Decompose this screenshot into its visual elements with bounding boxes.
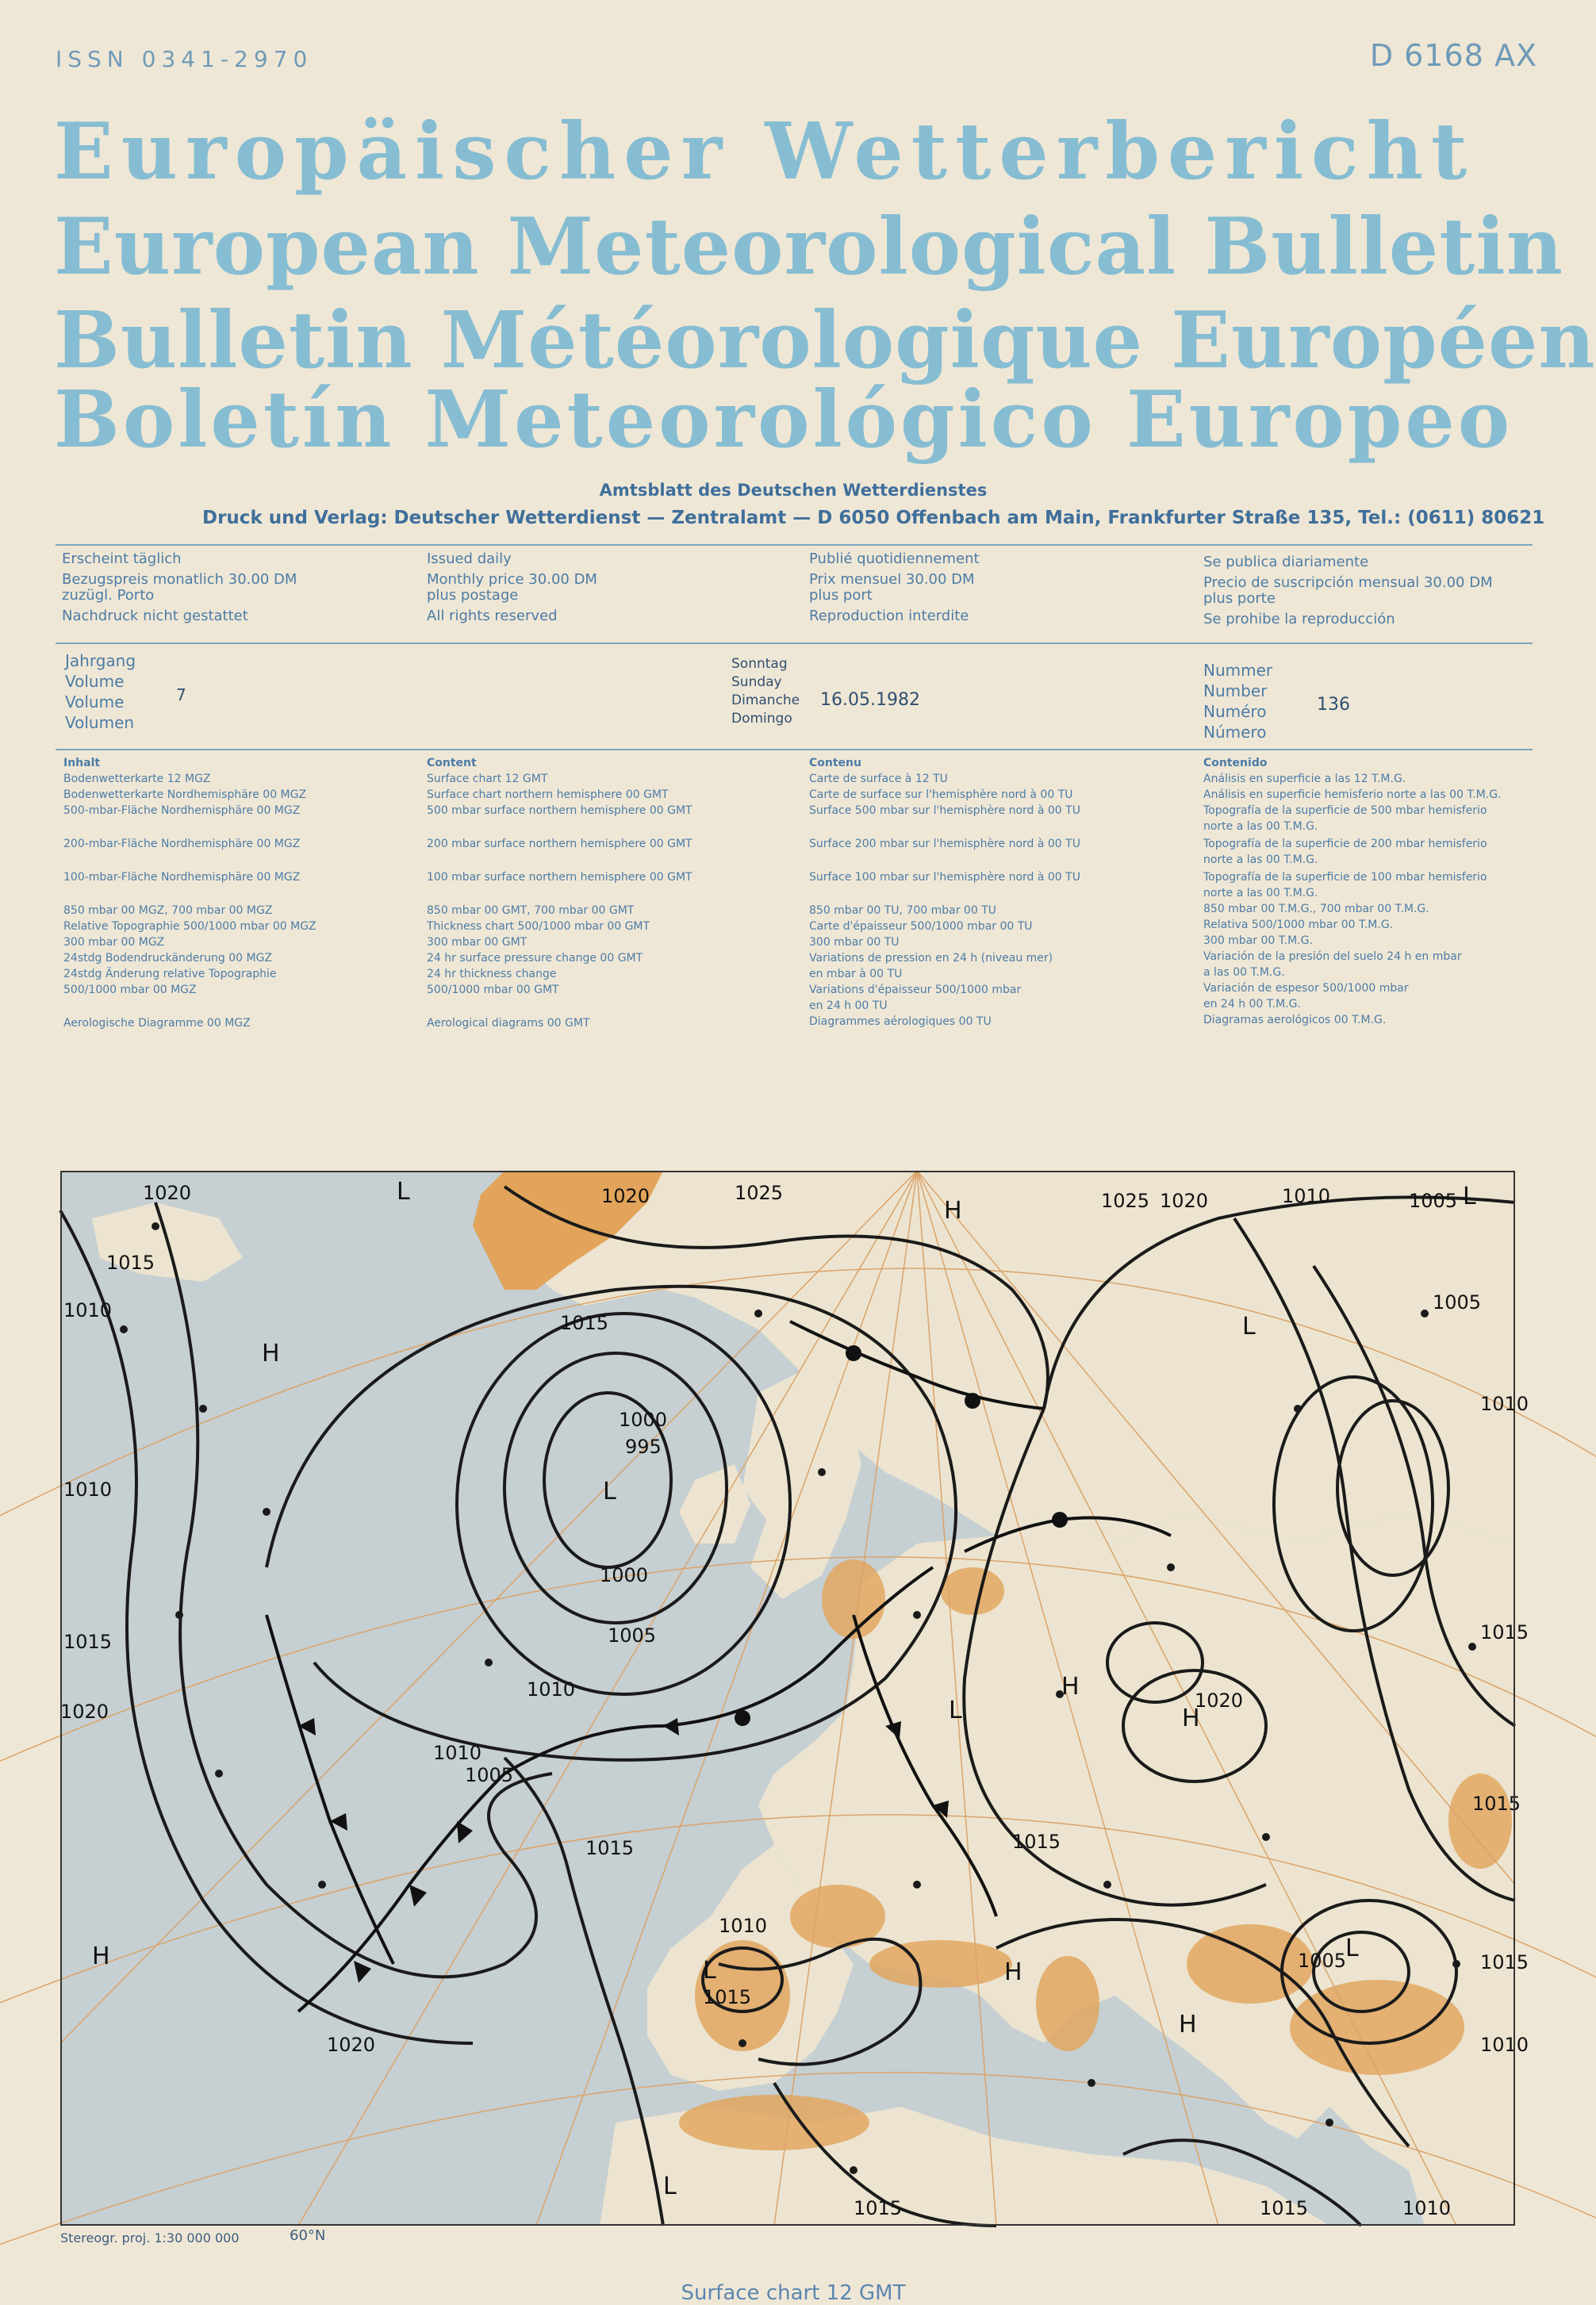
contents-item: Análisis en superficie a las 12 T.M.G.	[1203, 773, 1406, 785]
isobar-label: 1010	[63, 1478, 113, 1501]
station-dot	[1421, 1310, 1429, 1317]
issn-number: ISSN 0341-2970	[56, 46, 313, 72]
pubinfo-line: plus postage	[427, 587, 519, 604]
isobar-label: 1020	[1195, 1689, 1244, 1712]
isobar-label: 1005	[1433, 1291, 1482, 1314]
title-german: Europäischer Wetterbericht	[54, 106, 1475, 198]
map-latitude-note: 60°N	[290, 2227, 326, 2244]
contents-item: Variación de espesor 500/1000 mbar	[1203, 982, 1409, 995]
contents-item: 300 mbar 00 GMT	[427, 936, 528, 949]
station-dot	[1088, 2079, 1095, 2087]
number-label: Número	[1203, 723, 1267, 742]
publisher-line: Druck und Verlag: Deutscher Wetterdienst — Zentralamt — D 6050 Offenbach am Main, Frankfurter Straße 135, Tel.: (0611) 80621	[202, 508, 1545, 528]
contents-item: Surface chart 12 GMT	[427, 773, 548, 785]
pubinfo-line: Se prohibe la reproducción	[1203, 611, 1395, 627]
contents-item: Relative Topographie 500/1000 mbar 00 MGZ	[63, 920, 317, 933]
contents-heading: Inhalt	[63, 757, 101, 769]
pubinfo-german	[62, 549, 297, 627]
alps-relief	[869, 1940, 1012, 1988]
station-dot	[913, 1611, 921, 1619]
contents-item: Surface chart northern hemisphere 00 GMT	[427, 788, 669, 801]
day-label: Domingo	[731, 711, 792, 727]
contents-item: Carte de surface sur l'hemisphère nord à 00 TU	[809, 788, 1073, 801]
station-dot	[818, 1468, 826, 1476]
station-dot	[754, 1310, 762, 1317]
isobar-label: 1010	[1480, 1393, 1529, 1415]
official-gazette-line: Amtsblatt des Deutschen Wetterdienstes	[599, 481, 988, 500]
divider	[56, 544, 1533, 546]
low-pressure-marker: L	[949, 1697, 962, 1724]
contents-item: Aerologische Diagramme 00 MGZ	[63, 1017, 251, 1030]
isobar-label: 1010	[719, 1915, 768, 1937]
contents-spanish	[1203, 755, 1502, 1028]
title-french: Bulletin Météorologique Européen	[54, 295, 1596, 386]
pubinfo-line: plus porte	[1203, 590, 1276, 607]
contents-item: Carte d'épaisseur 500/1000 mbar 00 TU	[809, 920, 1033, 933]
contents-item: 24stdg Änderung relative Topographie	[63, 968, 277, 980]
map-projection-note: Stereogr. proj. 1:30 000 000	[60, 2230, 240, 2246]
contents-item: Bodenwetterkarte 12 MGZ	[63, 773, 211, 785]
contents-german	[63, 755, 317, 1031]
contents-item: 500/1000 mbar 00 GMT	[427, 984, 559, 996]
contents-item: Topografía de la superficie de 200 mbar hemisferio	[1203, 838, 1487, 850]
caucasus-relief	[1448, 1774, 1512, 1869]
isobar-label: 1005	[608, 1624, 657, 1647]
isobar-label: 1020	[1160, 1190, 1209, 1212]
isobar-label: 1015	[1480, 1621, 1529, 1643]
pubinfo-line: zuzügl. Porto	[62, 587, 155, 604]
contents-item: Análisis en superficie hemisferio norte a las 00 T.M.G.	[1203, 788, 1502, 801]
document-number: D 6168 AX	[1369, 38, 1537, 73]
high-pressure-marker: H	[1004, 1958, 1022, 1986]
station-dot	[263, 1508, 270, 1516]
number-label: Nummer	[1203, 661, 1273, 680]
pubinfo-line: Se publica diariamente	[1203, 554, 1369, 570]
contents-item: 200-mbar-Fläche Nordhemisphäre 00 MGZ	[63, 838, 301, 850]
station-dot	[152, 1222, 159, 1230]
contents-item: Variations de pression en 24 h (niveau mer)	[809, 952, 1053, 965]
contents-item: norte a las 00 T.M.G.	[1203, 820, 1318, 833]
volume-label: Volume	[65, 692, 125, 711]
contents-item: Surface 200 mbar sur l'hemisphère nord à 00 TU	[809, 838, 1080, 850]
isobar-label: 1015	[106, 1252, 155, 1274]
contents-item: norte a las 00 T.M.G.	[1203, 887, 1318, 899]
number-labels	[1203, 660, 1272, 742]
contents-french	[809, 755, 1080, 1030]
contents-item: 500 mbar surface northern hemisphere 00 GMT	[427, 804, 692, 817]
contents-item: Carte de surface à 12 TU	[809, 773, 948, 785]
issue-number: 136	[1317, 695, 1350, 715]
warm-front-semicircle	[1052, 1512, 1068, 1528]
contents-heading: Contenu	[809, 757, 861, 769]
isobar-label: 1015	[1472, 1793, 1521, 1815]
contents-item: 850 mbar 00 GMT, 700 mbar 00 GMT	[427, 904, 635, 917]
high-pressure-marker: H	[944, 1197, 962, 1225]
high-pressure-marker: H	[1061, 1673, 1080, 1701]
contents-item: 850 mbar 00 T.M.G., 700 mbar 00 T.M.G.	[1203, 903, 1429, 915]
number-label: Numéro	[1203, 702, 1267, 721]
contents-item: 850 mbar 00 MGZ, 700 mbar 00 MGZ	[63, 904, 273, 917]
pubinfo-line: Nachdruck nicht gestattet	[62, 608, 248, 624]
isobar-label: 1025	[735, 1182, 784, 1204]
divider	[56, 642, 1533, 644]
title-english: European Meteorological Bulletin	[54, 201, 1563, 293]
contents-item: 850 mbar 00 TU, 700 mbar 00 TU	[809, 904, 996, 917]
pubinfo-spanish	[1203, 552, 1493, 630]
isobar-label: 1015	[703, 1986, 752, 2008]
contents-item: 24stdg Bodendruckänderung 00 MGZ	[63, 952, 273, 965]
isobar-label: 1020	[327, 2034, 376, 2056]
contents-item: 300 mbar 00 TU	[809, 936, 900, 949]
title-spanish: Boletín Meteorológico Europeo	[54, 374, 1514, 466]
day-label: Dimanche	[731, 692, 800, 708]
contents-item: norte a las 00 T.M.G.	[1203, 853, 1318, 866]
italy-relief	[1036, 1956, 1099, 2051]
pubinfo-line: Erscheint täglich	[62, 550, 182, 567]
contents-item: 200 mbar surface northern hemisphere 00 GMT	[427, 838, 692, 850]
isobar-label: 1015	[63, 1631, 113, 1653]
isobar-label: 1015	[1260, 2197, 1309, 2219]
isobar-label: 1015	[854, 2197, 903, 2219]
contents-item: 24 hr surface pressure change 00 GMT	[427, 952, 643, 965]
contents-item: Aerological diagrams 00 GMT	[427, 1017, 590, 1030]
map-caption: Surface chart 12 GMT	[681, 2281, 906, 2305]
contents-item: a las 00 T.M.G.	[1203, 966, 1285, 979]
volume-labels	[65, 650, 136, 733]
pubinfo-line: plus port	[809, 587, 873, 604]
contents-item: Diagrammes aérologiques 00 TU	[809, 1015, 992, 1028]
issue-date: 16.05.1982	[820, 690, 920, 710]
contents-item: en 24 h 00 T.M.G.	[1203, 998, 1301, 1011]
contents-item: Bodenwetterkarte Nordhemisphäre 00 MGZ	[63, 788, 307, 801]
low-pressure-marker: L	[397, 1178, 410, 1206]
high-pressure-marker: H	[262, 1340, 280, 1367]
contents-item: Surface 100 mbar sur l'hemisphère nord à 00 TU	[809, 871, 1080, 884]
isobar-label: 1000	[619, 1409, 668, 1431]
atlas-relief	[679, 2095, 869, 2150]
isobar-label: 1000	[600, 1564, 649, 1586]
contents-item: Topografía de la superficie de 500 mbar hemisferio	[1203, 804, 1487, 817]
warm-front-semicircle	[846, 1345, 861, 1361]
station-dot	[318, 1881, 326, 1889]
isobar-label: 1020	[601, 1185, 650, 1207]
contents-item: Variations d'épaisseur 500/1000 mbar	[809, 984, 1022, 996]
isobar-label: 1010	[433, 1742, 482, 1764]
pubinfo-line: Prix mensuel 30.00 DM	[809, 571, 975, 588]
station-dot	[913, 1881, 921, 1889]
day-labels	[731, 655, 800, 728]
station-dot	[199, 1405, 207, 1413]
low-pressure-marker: L	[1463, 1183, 1476, 1210]
isobar-label: 1010	[63, 1299, 113, 1321]
isobar-label: 1010	[527, 1678, 576, 1701]
isobar-label: 1005	[1409, 1190, 1458, 1212]
volume-label: Volume	[65, 672, 125, 691]
isobar-label: 1010	[1402, 2197, 1452, 2219]
contents-item: 500/1000 mbar 00 MGZ	[63, 984, 197, 996]
low-pressure-marker: L	[703, 1957, 716, 1985]
high-pressure-marker: H	[92, 1943, 110, 1970]
station-dot	[1103, 1881, 1111, 1889]
pubinfo-line: All rights reserved	[427, 608, 558, 624]
contents-item: en 24 h 00 TU	[809, 999, 888, 1012]
contents-heading: Contenido	[1203, 757, 1268, 769]
station-dot	[1167, 1563, 1175, 1571]
station-dot	[1294, 1405, 1302, 1413]
isobar-label: 1005	[1298, 1950, 1347, 1972]
number-label: Number	[1203, 681, 1268, 700]
station-dot	[1262, 1833, 1270, 1841]
divider	[56, 749, 1533, 750]
low-pressure-marker: L	[1242, 1313, 1256, 1340]
isobar-label: 1020	[143, 1182, 192, 1204]
station-dot	[215, 1770, 223, 1778]
station-dot	[175, 1611, 183, 1619]
day-label: Sunday	[731, 674, 782, 690]
station-dot	[120, 1325, 128, 1333]
station-dot	[850, 2166, 857, 2174]
station-dot	[1468, 1643, 1476, 1651]
volume-value: 7	[176, 685, 186, 704]
scotland-relief	[822, 1559, 885, 1639]
isobar-label: 1015	[1012, 1831, 1061, 1853]
contents-heading: Content	[427, 757, 477, 769]
contents-item: Thickness chart 500/1000 mbar 00 GMT	[427, 920, 650, 933]
volume-label: Volumen	[65, 713, 135, 732]
station-dot	[739, 2039, 746, 2047]
warm-front-semicircle	[735, 1710, 750, 1726]
pubinfo-line: Publié quotidiennement	[809, 550, 980, 567]
pubinfo-line: Bezugspreis monatlich 30.00 DM	[62, 571, 297, 588]
isobar-label: 1010	[1480, 2034, 1529, 2056]
low-pressure-marker: L	[603, 1478, 616, 1505]
contents-item: Relativa 500/1000 mbar 00 T.M.G.	[1203, 919, 1394, 931]
contents-item: en mbar à 00 TU	[809, 968, 903, 980]
day-label: Sonntag	[731, 656, 788, 672]
low-pressure-marker: L	[663, 2173, 677, 2200]
contents-item: Topografía de la superficie de 100 mbar hemisferio	[1203, 871, 1487, 884]
low-pressure-marker: L	[1345, 1935, 1359, 1962]
contents-item: 500-mbar-Fläche Nordhemisphäre 00 MGZ	[63, 804, 301, 817]
contents-item: 100 mbar surface northern hemisphere 00 GMT	[427, 871, 692, 884]
isobar-label: 1015	[560, 1312, 609, 1334]
contents-english	[427, 755, 692, 1031]
contents-item: Surface 500 mbar sur l'hemisphère nord à 00 TU	[809, 804, 1080, 817]
isobar-label: 1015	[1480, 1951, 1529, 1973]
surface-weather-map	[60, 1171, 1529, 2226]
station-dot	[1452, 1960, 1460, 1968]
high-pressure-marker: H	[1179, 2011, 1197, 2038]
pubinfo-french	[809, 549, 980, 627]
pubinfo-line: Reproduction interdite	[809, 608, 969, 624]
warm-front-semicircle	[965, 1393, 980, 1409]
contents-item: Variación de la presión del suelo 24 h en mbar	[1203, 950, 1462, 963]
isobar-label: 1020	[60, 1701, 109, 1723]
contents-item: 100-mbar-Fläche Nordhemisphäre 00 MGZ	[63, 871, 301, 884]
isobar-label: 1025	[1101, 1190, 1150, 1212]
isobar-label: 995	[625, 1436, 662, 1458]
station-dot	[485, 1659, 493, 1666]
pubinfo-english	[427, 549, 597, 627]
isobar-label: 1010	[1282, 1185, 1331, 1207]
isobar-label: 1015	[585, 1837, 635, 1859]
contents-item: 300 mbar 00 MGZ	[63, 936, 165, 949]
high-pressure-marker: H	[1182, 1705, 1200, 1732]
station-dot	[1326, 2119, 1333, 2127]
pubinfo-line: Issued daily	[427, 550, 512, 567]
contents-item: Diagramas aerológicos 00 T.M.G.	[1203, 1014, 1387, 1026]
contents-item: 300 mbar 00 T.M.G.	[1203, 934, 1313, 947]
pubinfo-line: Precio de suscripción mensual 30.00 DM	[1203, 574, 1493, 591]
contents-item: 24 hr thickness change	[427, 968, 557, 980]
isobar-label: 1005	[465, 1764, 514, 1786]
volume-label: Jahrgang	[65, 651, 136, 670]
pubinfo-line: Monthly price 30.00 DM	[427, 571, 597, 588]
